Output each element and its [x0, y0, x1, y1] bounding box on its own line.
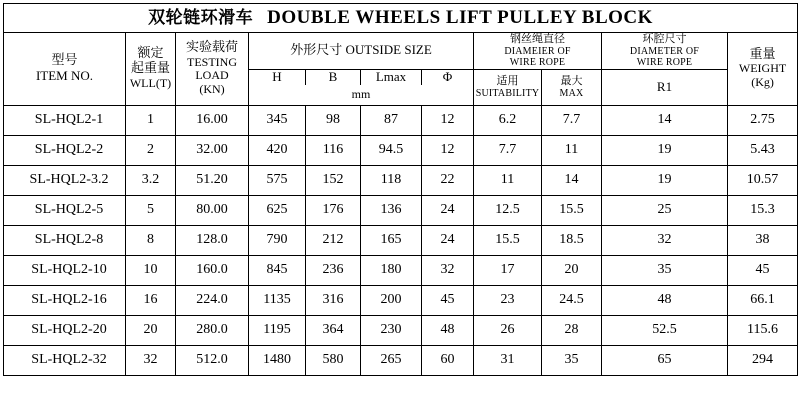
cell-load: 128.0 — [176, 225, 249, 255]
cell-phi: 22 — [422, 165, 474, 195]
cell-r1: 19 — [602, 135, 728, 165]
cell-phi: 32 — [422, 255, 474, 285]
cell-r1: 48 — [602, 285, 728, 315]
cell-lmax: 165 — [361, 225, 422, 255]
cell-load: 280.0 — [176, 315, 249, 345]
cell-h: 845 — [249, 255, 306, 285]
table-row — [4, 255, 798, 285]
cell-phi: 60 — [422, 345, 474, 375]
cell-wll: 8 — [126, 225, 176, 255]
header-ring-size-en2: WIRE ROPE — [636, 57, 693, 69]
cell-h: 790 — [249, 225, 306, 255]
header-wire-rope-cn: 钢丝绳直径 — [510, 32, 565, 45]
cell-weight: 10.57 — [728, 165, 798, 195]
cell-rope-suit: 12.5 — [474, 195, 542, 225]
header-rope-suitability — [474, 69, 542, 105]
header-item-no-en: ITEM NO. — [35, 67, 94, 83]
cell-phi: 24 — [422, 225, 474, 255]
cell-wll: 1 — [126, 105, 176, 135]
cell-rope-max: 20 — [542, 255, 602, 285]
header-ring-size-en1: DIAMETER OF — [629, 45, 700, 57]
cell-b: 364 — [306, 315, 361, 345]
cell-item-no: SL-HQL2-16 — [4, 285, 126, 315]
cell-wll: 32 — [126, 345, 176, 375]
cell-h: 1480 — [249, 345, 306, 375]
table-title — [4, 4, 798, 33]
table-row — [4, 225, 798, 255]
cell-h: 1195 — [249, 315, 306, 345]
cell-rope-max: 7.7 — [542, 105, 602, 135]
table-row — [4, 105, 798, 135]
cell-b: 316 — [306, 285, 361, 315]
cell-lmax: 136 — [361, 195, 422, 225]
cell-rope-suit: 17 — [474, 255, 542, 285]
cell-rope-suit: 6.2 — [474, 105, 542, 135]
cell-wll: 3.2 — [126, 165, 176, 195]
cell-phi: 45 — [422, 285, 474, 315]
cell-h: 625 — [249, 195, 306, 225]
header-row-group — [4, 33, 798, 70]
cell-weight: 2.75 — [728, 105, 798, 135]
cell-weight: 38 — [728, 225, 798, 255]
cell-load: 16.00 — [176, 105, 249, 135]
cell-rope-suit: 31 — [474, 345, 542, 375]
table-row — [4, 345, 798, 375]
cell-item-no: SL-HQL2-32 — [4, 345, 126, 375]
header-r1-label: R1 — [656, 78, 673, 94]
header-unit-mm: mm — [351, 86, 371, 101]
header-weight-cn: 重量 — [749, 46, 776, 62]
header-rope-max-en: MAX — [559, 87, 584, 99]
table-row — [4, 135, 798, 165]
table-row — [4, 195, 798, 225]
header-weight — [728, 33, 798, 106]
cell-lmax: 118 — [361, 165, 422, 195]
cell-b: 236 — [306, 255, 361, 285]
header-outside-size-en: OUTSIDE SIZE — [345, 41, 432, 57]
cell-wll: 20 — [126, 315, 176, 345]
cell-item-no: SL-HQL2-2 — [4, 135, 126, 165]
header-outside-size-cn: 外形尺寸 — [290, 42, 343, 58]
cell-weight: 115.6 — [728, 315, 798, 345]
cell-weight: 66.1 — [728, 285, 798, 315]
header-testing-load-en1: TESTING — [187, 54, 237, 69]
header-ring-size — [602, 33, 728, 70]
cell-weight: 5.43 — [728, 135, 798, 165]
cell-rope-suit: 7.7 — [474, 135, 542, 165]
cell-r1: 19 — [602, 165, 728, 195]
specification-table — [3, 3, 798, 376]
cell-item-no: SL-HQL2-1 — [4, 105, 126, 135]
cell-rope-max: 18.5 — [542, 225, 602, 255]
cell-load: 160.0 — [176, 255, 249, 285]
cell-wll: 5 — [126, 195, 176, 225]
header-col-h: H — [249, 69, 306, 84]
cell-load: 51.20 — [176, 165, 249, 195]
cell-b: 176 — [306, 195, 361, 225]
table-row — [4, 315, 798, 345]
cell-h: 1135 — [249, 285, 306, 315]
cell-lmax: 200 — [361, 285, 422, 315]
header-item-no — [4, 33, 126, 106]
header-wll — [126, 33, 176, 106]
header-rope-max — [542, 69, 602, 105]
header-col-lmax: Lmax — [361, 69, 422, 84]
cell-rope-max: 14 — [542, 165, 602, 195]
cell-r1: 25 — [602, 195, 728, 225]
header-col-phi: Φ — [422, 69, 474, 84]
cell-phi: 24 — [422, 195, 474, 225]
cell-h: 575 — [249, 165, 306, 195]
header-outside-size-unit — [249, 85, 474, 106]
cell-item-no: SL-HQL2-10 — [4, 255, 126, 285]
cell-h: 345 — [249, 105, 306, 135]
header-rope-suitability-cn: 适用 — [496, 74, 519, 88]
title-chinese: 双轮链环滑车 — [148, 8, 254, 29]
cell-h: 420 — [249, 135, 306, 165]
cell-weight: 45 — [728, 255, 798, 285]
cell-wll: 16 — [126, 285, 176, 315]
cell-b: 116 — [306, 135, 361, 165]
header-wll-en: WLL(T) — [129, 75, 172, 90]
cell-r1: 32 — [602, 225, 728, 255]
cell-rope-suit: 15.5 — [474, 225, 542, 255]
header-rope-suitability-en: SUITABILITY — [475, 87, 540, 99]
header-testing-load-en3: (KN) — [199, 82, 225, 97]
header-r1 — [602, 69, 728, 105]
cell-lmax: 87 — [361, 105, 422, 135]
cell-lmax: 94.5 — [361, 135, 422, 165]
header-testing-load-cn: 实验载荷 — [185, 39, 238, 55]
cell-rope-suit: 11 — [474, 165, 542, 195]
cell-wll: 10 — [126, 255, 176, 285]
cell-wll: 2 — [126, 135, 176, 165]
cell-load: 32.00 — [176, 135, 249, 165]
cell-load: 224.0 — [176, 285, 249, 315]
cell-r1: 65 — [602, 345, 728, 375]
header-outside-size — [249, 33, 474, 70]
cell-item-no: SL-HQL2-20 — [4, 315, 126, 345]
header-wll-cn1: 额定 — [137, 45, 164, 61]
cell-lmax: 265 — [361, 345, 422, 375]
cell-b: 212 — [306, 225, 361, 255]
cell-r1: 35 — [602, 255, 728, 285]
cell-r1: 14 — [602, 105, 728, 135]
cell-lmax: 180 — [361, 255, 422, 285]
cell-load: 512.0 — [176, 345, 249, 375]
cell-rope-max: 11 — [542, 135, 602, 165]
header-wll-cn2: 起重量 — [130, 60, 170, 76]
header-weight-unit: (Kg) — [751, 75, 774, 90]
header-wire-rope-en2: WIRE ROPE — [509, 57, 566, 69]
cell-b: 98 — [306, 105, 361, 135]
header-item-no-cn: 型号 — [51, 52, 78, 68]
cell-rope-max: 24.5 — [542, 285, 602, 315]
cell-b: 152 — [306, 165, 361, 195]
cell-rope-max: 15.5 — [542, 195, 602, 225]
cell-item-no: SL-HQL2-5 — [4, 195, 126, 225]
header-col-b: B — [306, 69, 361, 84]
cell-phi: 12 — [422, 135, 474, 165]
cell-lmax: 230 — [361, 315, 422, 345]
cell-load: 80.00 — [176, 195, 249, 225]
cell-phi: 12 — [422, 105, 474, 135]
header-wire-rope — [474, 33, 602, 70]
cell-r1: 52.5 — [602, 315, 728, 345]
cell-rope-suit: 23 — [474, 285, 542, 315]
cell-rope-suit: 26 — [474, 315, 542, 345]
header-wire-rope-en1: DIAMEIER OF — [504, 45, 571, 57]
cell-weight: 294 — [728, 345, 798, 375]
header-rope-max-cn: 最大 — [560, 74, 583, 88]
header-weight-en: WEIGHT — [738, 61, 787, 76]
title-english: DOUBLE WHEELS LIFT PULLEY BLOCK — [267, 7, 653, 29]
cell-rope-max: 28 — [542, 315, 602, 345]
cell-b: 580 — [306, 345, 361, 375]
header-testing-load-en2: LOAD — [195, 68, 229, 83]
cell-item-no: SL-HQL2-8 — [4, 225, 126, 255]
table-row — [4, 165, 798, 195]
header-testing-load — [176, 33, 249, 106]
title-row — [4, 4, 798, 33]
cell-phi: 48 — [422, 315, 474, 345]
header-ring-size-cn: 环腔尺寸 — [642, 32, 687, 45]
cell-item-no: SL-HQL2-3.2 — [4, 165, 126, 195]
cell-weight: 15.3 — [728, 195, 798, 225]
table-row — [4, 285, 798, 315]
cell-rope-max: 35 — [542, 345, 602, 375]
